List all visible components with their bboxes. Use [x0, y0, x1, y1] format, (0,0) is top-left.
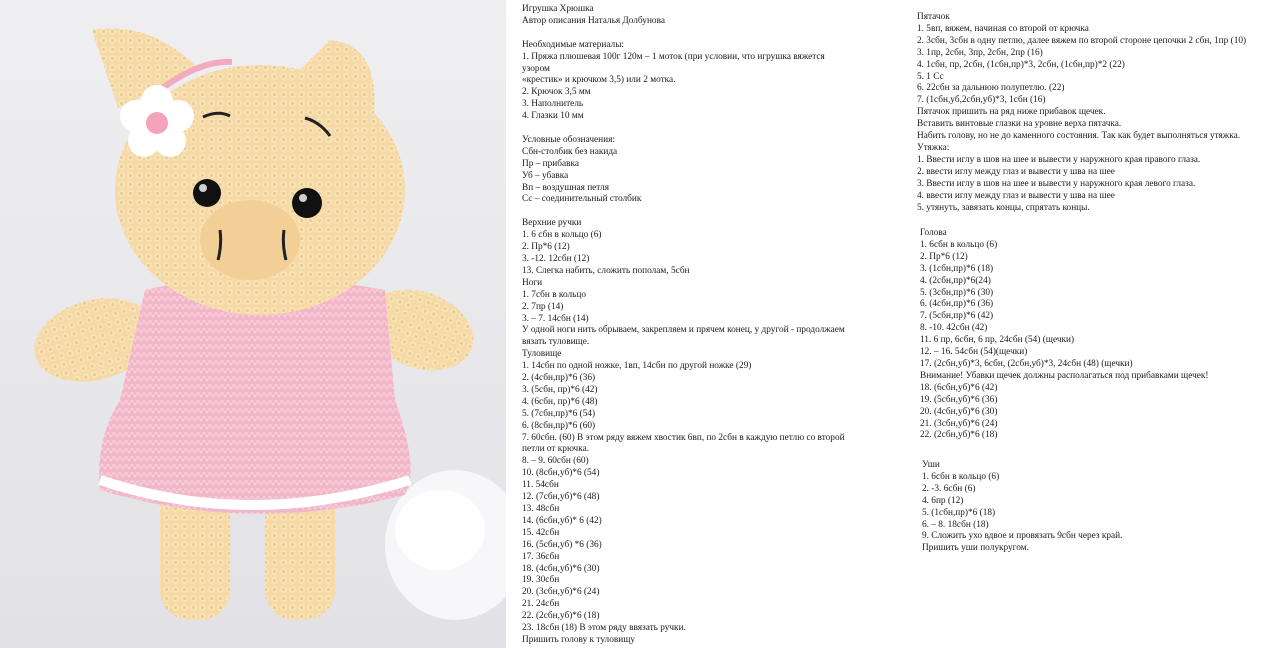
- text-line: Пятачок: [917, 12, 950, 22]
- text-line: 5. утянуть, завязать концы, спрятать концы.: [917, 202, 1090, 213]
- text-line: 8. – 9. 60сбн (60): [522, 456, 589, 467]
- text-line: 10. (8сбн,уб)*6 (54): [522, 468, 600, 479]
- text-line: 2. (4сбн,пр)*6 (36): [522, 373, 596, 384]
- text-line: 1. 14сбн по одной ножке, 1вп, 14сбн по другой ножке (29): [522, 361, 752, 372]
- text-line: Уб – убавка: [522, 170, 569, 181]
- text-line: 5. (1сбн,пр)*6 (18): [922, 507, 996, 518]
- text-line: 3. Ввести иглу в шов на шее и вывести у наружного края левого глаза.: [917, 178, 1196, 189]
- text-line: 15. 42сбн: [522, 527, 560, 538]
- text-line: 1. 7сбн в кольцо: [522, 289, 587, 300]
- text-line: 3. (5сбн, пр)*6 (42): [522, 384, 598, 395]
- text-line: 4. 6пр (12): [922, 495, 964, 506]
- text-line: Вставить винтовые глазки на уровне верха пятачка.: [917, 119, 1122, 130]
- text-line: 20. (4сбн,уб)*6 (30): [920, 406, 998, 417]
- text-line: 4. (6сбн, пр)*6 (48): [522, 396, 598, 407]
- text-line: 6. – 8. 18сбн (18): [922, 519, 989, 530]
- text-line: 4. ввести иглу между глаз и вывести у шва на шее: [917, 190, 1115, 201]
- text-line: узором: [522, 63, 550, 74]
- text-line: Утяжка:: [917, 142, 950, 153]
- text-line: Условные обозначения:: [522, 134, 615, 145]
- text-line: 1. 5вп, вяжем, начиная со второй от крючка: [917, 23, 1089, 34]
- text-line: 12. – 16. 54сбн (54)(щечки): [920, 347, 1028, 358]
- text-line: 2. Пр*6 (12): [522, 242, 570, 253]
- text-line: Автор описания Наталья Долбунова: [522, 15, 665, 26]
- text-line: 7. (1сбн,уб,2сбн,уб)*3, 1сбн (16): [917, 95, 1046, 106]
- text-line: 4. 1сбн, пр, 2сбн, (1сбн,пр)*3, 2сбн, (1сбн,пр)*2 (22): [917, 59, 1125, 70]
- text-line: 12. (7сбн,уб)*6 (48): [522, 492, 600, 503]
- text-line: петли от крючка.: [522, 444, 590, 455]
- text-line: Внимание! Убавки щечек должны располагаться под прибавками щечек!: [920, 370, 1209, 381]
- text-line: 6. (8сбн,пр)*6 (60): [522, 420, 596, 431]
- text-line: вязать туловище.: [522, 337, 590, 348]
- text-line: Сбн-столбик без накида: [522, 146, 618, 157]
- head-section: [920, 228, 1280, 442]
- text-line: 4. Глазки 10 мм: [522, 111, 584, 122]
- nose-and-tightening-section: [917, 12, 1277, 214]
- text-line: 1. 6 сбн в кольцо (6): [522, 230, 602, 241]
- text-line: 2. Пр*6 (12): [920, 251, 968, 262]
- text-line: 11. 6 пр, 6сбн, 6 пр, 24сбн (54) (щечки): [920, 335, 1075, 346]
- text-line: 2. ввести иглу между глаз и вывести у шва на шее: [917, 166, 1115, 177]
- text-line: 16. (5сбн,уб) *6 (36): [522, 539, 602, 550]
- snout: [200, 200, 300, 280]
- text-line: 7. (5сбн,пр)*6 (42): [920, 311, 994, 322]
- text-line: 1. Пряжа плюшевая 100г 120м – 1 моток (при условии, что игрушка вяжется: [522, 51, 825, 62]
- text-line: 19. 30сбн: [522, 575, 560, 586]
- text-line: 3. 1пр, 2сбн, 3пр, 2сбн, 2пр (16): [917, 47, 1043, 58]
- text-line: 17. 36сбн: [522, 551, 560, 562]
- text-line: Пятачок пришить на ряд ниже прибавок щечек.: [917, 107, 1106, 118]
- text-line: 2. 3сбн, 3сбн в одну петлю, далее вяжем по второй стороне цепочки 2 сбн, 1пр (10): [917, 35, 1247, 46]
- text-line: 3. Наполнитель: [522, 99, 584, 110]
- text-line: [522, 28, 902, 40]
- text-line: 1. 6сбн в кольцо (6): [922, 471, 1000, 482]
- left-text-column: [522, 4, 902, 647]
- text-line: «крестик» и крючком 3,5) или 2 мотка.: [522, 75, 676, 86]
- text-line: Уши: [922, 460, 940, 470]
- text-line: 6. 22сбн за дальнюю полупетлю. (22): [917, 83, 1065, 94]
- text-line: Голова: [920, 228, 947, 238]
- text-line: 20. (3сбн,уб)*6 (24): [522, 587, 600, 598]
- text-line: 5. (3сбн,пр)*6 (30): [920, 287, 994, 298]
- text-line: У одной ноги нить обрываем, закрепляем и прячем конец, у другой - продолжаем: [522, 325, 845, 336]
- text-line: 2. 7пр (14): [522, 301, 564, 312]
- text-line: Сс – соединительный столбик: [522, 194, 642, 205]
- text-line: 14. (6сбн,уб)* 6 (42): [522, 515, 602, 526]
- text-line: 21. 24сбн: [522, 599, 560, 610]
- text-line: 18. (4сбн,уб)*6 (30): [522, 563, 600, 574]
- text-line: 3. -12. 12сбн (12): [522, 253, 590, 264]
- text-line: 22. (2сбн,уб)*6 (18): [920, 430, 998, 441]
- text-line: 2. Крючок 3,5 мм: [522, 87, 591, 98]
- text-line: 18. (6сбн,уб)*6 (42): [920, 382, 998, 393]
- text-line: 17. (2сбн,уб)*3, 6сбн, (2сбн,уб)*3, 24сбн (48) (щечки): [920, 358, 1133, 369]
- text-line: Ноги: [522, 277, 543, 288]
- text-line: 8. -10. 42сбн (42): [920, 323, 988, 334]
- text-line: [522, 206, 902, 218]
- text-line: 7. 60сбн. (60) В этом ряду вяжем хвостик 6вп, по 2сбн в каждую петлю со второй: [522, 432, 845, 443]
- text-line: 5. 1 Сс: [917, 71, 944, 82]
- text-line: 3. – 7. 14сбн (14): [522, 313, 589, 324]
- text-line: 23. 18сбн (18) В этом ряду ввязать ручки.: [522, 623, 686, 634]
- text-line: 11. 54сбн: [522, 480, 559, 491]
- text-line: 5. (7сбн,пр)*6 (54): [522, 408, 596, 419]
- crochet-pig-illustration: [0, 0, 506, 648]
- text-line: 3. (1сбн,пр)*6 (18): [920, 263, 994, 274]
- text-line: 2. -3. 6сбн (6): [922, 483, 976, 494]
- text-line: 13. 48сбн: [522, 504, 560, 515]
- text-line: 21. (3сбн,уб)*6 (24): [920, 418, 998, 429]
- text-line: 6. (4сбн,пр)*6 (36): [920, 299, 994, 310]
- toy-photo: [0, 0, 506, 648]
- text-line: Набить голову, но не до каменного состояния. Так как будет выполняться утяжка.: [917, 131, 1241, 142]
- text-line: Туловище: [522, 349, 562, 360]
- text-line: 1. 6сбн в кольцо (6): [920, 239, 998, 250]
- text-line: Вп – воздушная петля: [522, 182, 610, 193]
- text-line: Необходимые материалы:: [522, 39, 625, 50]
- ears-section: [922, 460, 1272, 555]
- text-line: [522, 123, 902, 135]
- text-line: 9. Сложить ухо вдвое и провязать 9сбн через край.: [922, 531, 1123, 542]
- text-line: 1. Ввести иглу в шов на шее и вывести у наружного края правого глаза.: [917, 154, 1201, 165]
- text-line: Верхние ручки: [522, 218, 582, 229]
- eye-right: [292, 188, 322, 218]
- eye-left: [193, 179, 221, 207]
- text-line: 13. Слегка набить, сложить пополам, 5сбн: [522, 265, 690, 276]
- text-line: Игрушка Хрюшка: [522, 4, 594, 14]
- text-line: Пришить уши полукругом.: [922, 543, 1029, 554]
- text-line: Пр – прибавка: [522, 158, 580, 169]
- text-line: 22. (2сбн,уб)*6 (18): [522, 611, 600, 622]
- text-line: Пришить голову к туловищу: [522, 634, 636, 645]
- text-line: 4. (2сбн,пр)*6(24): [920, 275, 991, 286]
- text-line: 19. (5сбн,уб)*6 (36): [920, 394, 998, 405]
